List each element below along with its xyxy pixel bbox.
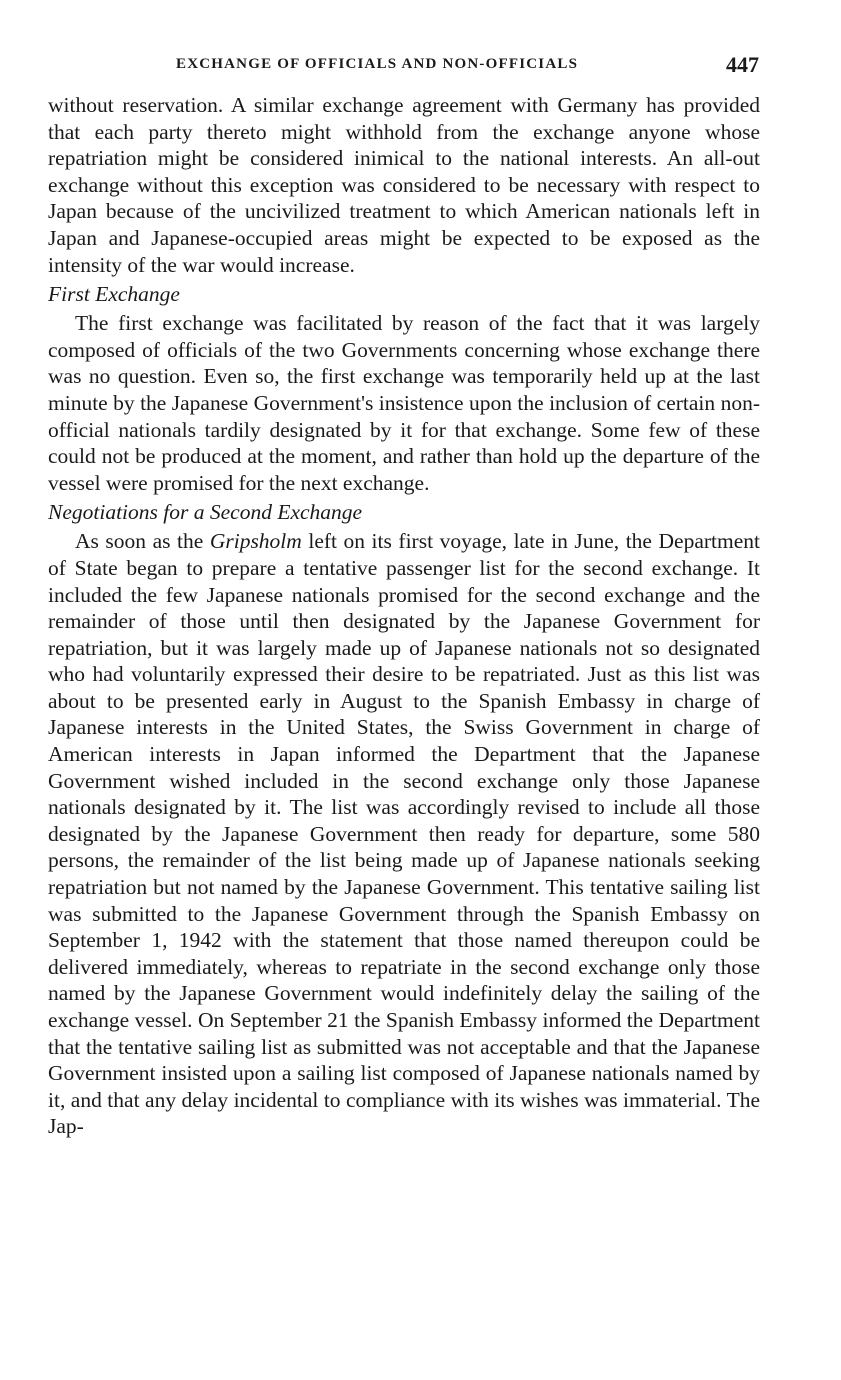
paragraph-first-exchange: The first exchange was facilitated by reason of the fact that it was largely composed of officials of the two Governments concerning whose exchange there was no question. Even so, the first exchange was temporarily held up at the last minute by the Japanese Government's insistence upon the inclusion of certain non-official nationals tardily designated by it for that exchange. Some few of these could not be produced at the moment, and rather than hold up the departure of the vessel were promised for the next exchange.: [48, 311, 760, 495]
heading-second-exchange: Negotiations for a Second Exchange: [48, 500, 363, 525]
page-number: 447: [726, 52, 759, 77]
paragraph-rest: left on its first voyage, late in June, the Department of State began to prepare a tentative passenger list for the second exchange. It included the few Japanese nationals promised for the second exchange and the remainder of those until then designated by the Japanese Government for repatriation, but it was largely made up of Japanese nationals not so designated who had voluntarily expressed their desire to be repatriated. Just as this list was about to be presented early in August to the Spanish Embassy in charge of Japanese interests in the United States, the Swiss Government in charge of American interests in Japan informed the Department that the Japanese Government wished included in the second exchange only those Japanese nationals designated by it. The list was accordingly revised to include all those designated by the Japanese Government then ready for departure, some 580 persons, the remainder of the list being made up of Japanese nationals seeking repatriation but not named by the Japanese Government. This tentative sailing list was submitted to the Japanese Government through the Spanish Embassy on September 1, 1942 with the statement that those named thereupon could be delivered immediately, whereas to repatriate in the second exchange only those named by the Japanese Government would indefinitely delay the sailing of the exchange vessel. On September 21 the Spanish Embassy informed the Department that the tentative sailing list as submitted was not acceptable and that the Japanese Government insisted upon a sailing list composed of Japanese nationals named by it, and that any delay incidental to compliance with its wishes was immaterial. The Jap-: [48, 529, 760, 1139]
paragraph-second-exchange: [48, 528, 760, 1140]
paragraph-lead: As soon as the: [75, 529, 210, 554]
heading-first-exchange: First Exchange: [48, 282, 180, 307]
ship-name: Gripsholm: [209, 529, 302, 554]
body-text: [48, 92, 760, 1140]
paragraph-continuation: without reservation. A similar exchange agreement with Germany has provided that each party thereto might withhold from the exchange anyone whose repatriation might be considered inimical to the national interests. An all-out exchange without this exception was considered to be necessary with respect to Japan because of the uncivilized treatment to which American nationals left in Japan and Japanese-occupied areas might be expected to be exposed as the intensity of the war would increase.: [48, 93, 760, 277]
running-head: [48, 52, 759, 82]
running-title: EXCHANGE OF OFFICIALS AND NON-OFFICIALS: [176, 56, 579, 72]
